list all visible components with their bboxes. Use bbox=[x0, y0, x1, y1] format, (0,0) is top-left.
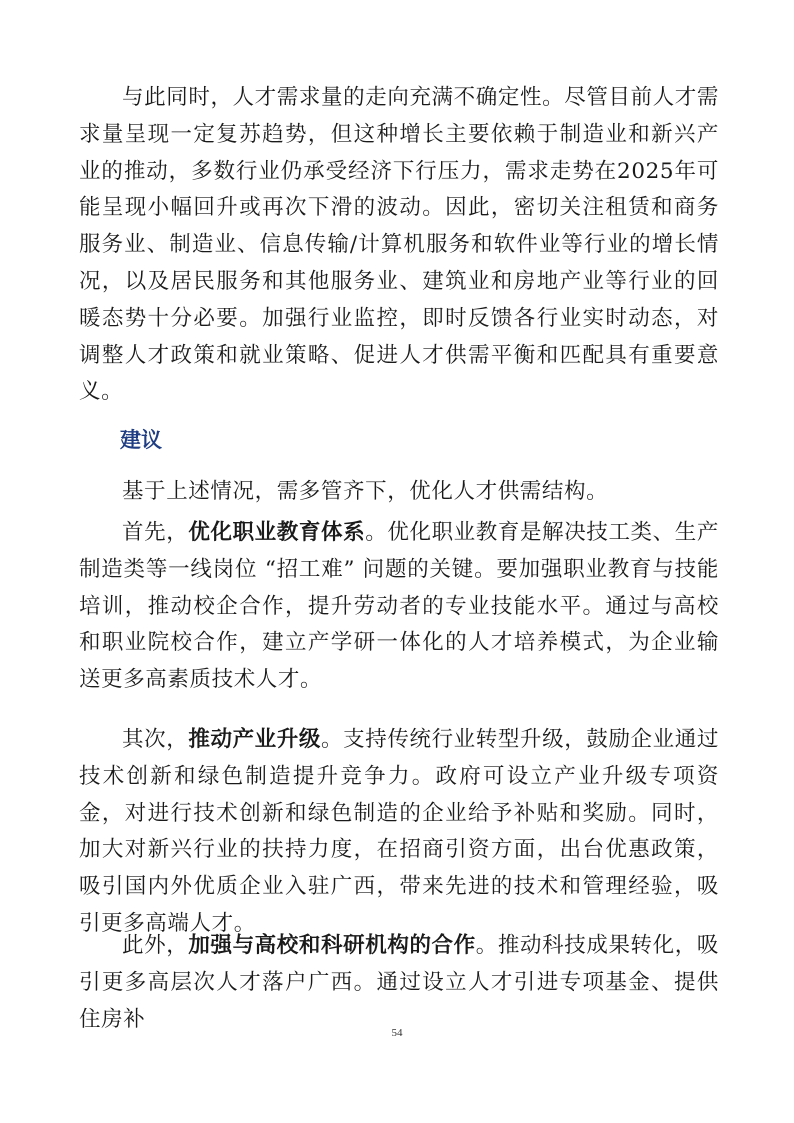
paragraph-body: 。推动科技成果转化，吸引更多高层次人才落户广西。通过设立人才引进专项基金、提供住房补 bbox=[79, 933, 719, 1032]
paragraph-lead: 其次， bbox=[122, 727, 189, 752]
paragraph-research-cooperation bbox=[79, 928, 719, 1038]
key-point-research-cooperation: 加强与高校和科研机构的合作 bbox=[188, 933, 476, 958]
key-point-vocational-education: 优化职业教育体系 bbox=[188, 520, 366, 545]
key-point-industry-upgrade: 推动产业升级 bbox=[188, 727, 322, 752]
paragraph-body: 。优化职业教育是解决技工类、生产制造类等一线岗位 “招工难” 问题的关键。要加强职业教育与技能培训，推动校企合作，提升劳动者的专业技能水平。通过与高校和职业院校合作，建立产学研一体化的人才培养模式，为企业输送更多高素质技术人才。 bbox=[79, 520, 719, 693]
section-heading-suggestions: 建议 bbox=[120, 428, 162, 452]
paragraph-lead: 首先， bbox=[122, 520, 189, 545]
paragraph-industry-upgrade bbox=[79, 722, 719, 943]
paragraph-vocational-education bbox=[79, 515, 719, 699]
paragraph-demand-uncertainty: 与此同时，人才需求量的走向充满不确定性。尽管目前人才需求量呈现一定复苏趋势，但这种增长主要依赖于制造业和新兴产业的推动，多数行业仍承受经济下行压力，需求走势在2025年可能呈现小幅回升或再次下滑的波动。因此，密切关注租赁和商务服务业、制造业、信息传输/计算机服务和软件业等行业的增长情况，以及居民服务和其他服务业、建筑业和房地产业等行业的回暖态势十分必要。加强行业监控，即时反馈各行业实时动态，对调整人才政策和就业策略、促进人才供需平衡和匹配具有重要意义。 bbox=[79, 85, 719, 405]
paragraph-intro: 基于上述情况，需多管齐下，优化人才供需结构。 bbox=[122, 479, 609, 504]
paragraph-body: 。支持传统行业转型升级，鼓励企业通过技术创新和绿色制造提升竞争力。政府可设立产业升级专项资金，对进行技术创新和绿色制造的企业给予补贴和奖励。同时，加大对新兴行业的扶持力度，在招商引资方面，出台优惠政策，吸引国内外优质企业入驻广西，带来先进的技术和管理经验，吸引更多高端人才。 bbox=[79, 727, 719, 936]
paragraph-lead: 此外， bbox=[122, 933, 189, 958]
page-number: 54 bbox=[391, 1027, 403, 1039]
